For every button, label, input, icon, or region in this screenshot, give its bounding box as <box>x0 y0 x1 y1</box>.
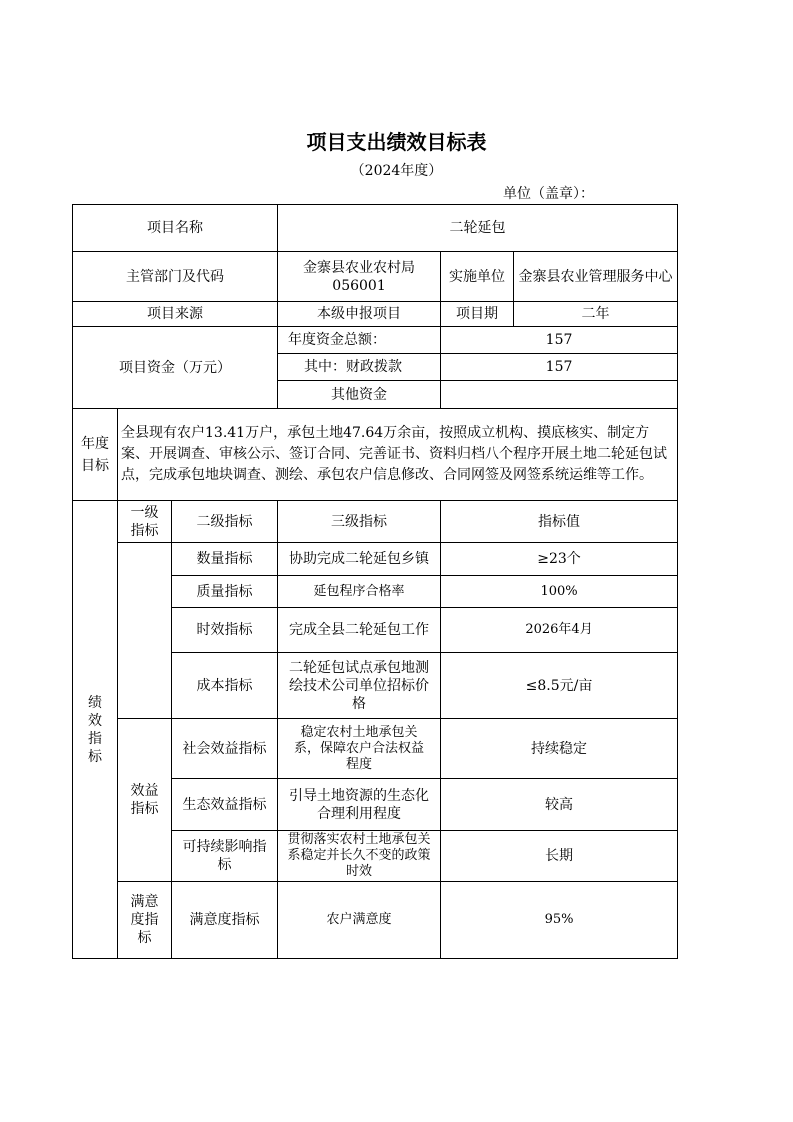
quantity-indicator-desc: 协助完成二轮延包乡镇 <box>278 543 441 576</box>
dept-label: 主管部门及代码 <box>73 252 278 302</box>
social-benefit-desc: 稳定农村土地承包关系，保障农户合法权益程度 <box>278 719 441 779</box>
header-level3: 三级指标 <box>278 501 441 543</box>
social-benefit-label: 社会效益指标 <box>172 719 278 779</box>
sustain-impact-value: 长期 <box>441 831 678 882</box>
satisfaction-indicator-desc: 农户满意度 <box>278 882 441 959</box>
unit-seal-label: 单位（盖章）： <box>503 186 594 202</box>
annual-goal-text: 全县现有农户13.41万户，承包土地47.64万余亩，按照成立机构、摸底核实、制定方案、开展调查、审核公示、签订合同、完善证书、资料归档八个程序开展土地二轮延包试点，完成承包地块调查、测绘、承包农户信息修改、合同网签及网签系统运维等工作。 <box>118 409 678 501</box>
period-value: 二年 <box>581 306 610 322</box>
cost-indicator-desc: 二轮延包试点承包地测绘技术公司单位招标价格 <box>278 653 441 719</box>
timeliness-indicator-label: 时效指标 <box>172 608 278 653</box>
funds-total-value: 157 <box>441 327 678 354</box>
source-value: 本级申报项目 <box>278 302 441 327</box>
satisfaction-indicator-label: 满意度指标 <box>172 882 278 959</box>
impl-unit-value: 金寨县农业管理服务中心 <box>518 268 673 285</box>
timeliness-indicator-desc: 完成全县二轮延包工作 <box>278 608 441 653</box>
header-level1: 一级指标 <box>118 501 172 543</box>
sustain-impact-label: 可持续影响指标 <box>172 831 278 882</box>
source-label: 项目来源 <box>73 302 278 327</box>
page-title: 项目支出绩效目标表 <box>306 130 487 154</box>
eco-benefit-value: 较高 <box>441 779 678 831</box>
output-level1-blank <box>118 543 172 719</box>
satisfaction-indicator-value: 95% <box>441 882 678 959</box>
funds-label: 项目资金（万元） <box>73 327 278 409</box>
quality-indicator-label: 质量指标 <box>172 576 278 608</box>
benefit-level1-label: 效益指标 <box>118 719 172 882</box>
project-name-label: 项目名称 <box>73 205 278 252</box>
project-name-value: 二轮延包 <box>278 205 678 252</box>
funds-other-label: 其他资金 <box>278 381 441 409</box>
year-subtitle: （2024年度） <box>350 163 443 179</box>
impl-unit-label: 实施单位 <box>441 252 514 301</box>
period-label: 项目期 <box>441 302 514 326</box>
header-level2: 二级指标 <box>172 501 278 543</box>
social-benefit-value: 持续稳定 <box>441 719 678 779</box>
funds-fiscal-value: 157 <box>441 354 678 381</box>
funds-total-label: 年度资金总额： <box>278 327 441 354</box>
funds-fiscal-label: 其中：财政拨款 <box>278 354 441 381</box>
quality-indicator-desc: 延包程序合格率 <box>278 576 441 608</box>
performance-goal-table <box>72 204 678 959</box>
dept-value: 金寨县农业农村局056001 <box>278 252 441 302</box>
cost-indicator-value: ≤8.5元/亩 <box>441 653 678 719</box>
indicators-section-label: 绩效指标 <box>73 501 118 959</box>
quality-indicator-value: 100% <box>441 576 678 608</box>
quantity-indicator-label: 数量指标 <box>172 543 278 576</box>
sustain-impact-desc: 贯彻落实农村土地承包关系稳定并长久不变的政策时效 <box>278 831 441 882</box>
annual-goal-label: 年度目标 <box>73 409 118 501</box>
header-value: 指标值 <box>441 501 678 543</box>
eco-benefit-label: 生态效益指标 <box>172 779 278 831</box>
funds-other-value <box>441 381 678 409</box>
timeliness-indicator-value: 2026年4月 <box>441 608 678 653</box>
eco-benefit-desc: 引导土地资源的生态化合理利用程度 <box>278 779 441 831</box>
satisfaction-level1-label: 满意度指标 <box>118 882 172 959</box>
cost-indicator-label: 成本指标 <box>172 653 278 719</box>
quantity-indicator-value: ≥23个 <box>441 543 678 576</box>
